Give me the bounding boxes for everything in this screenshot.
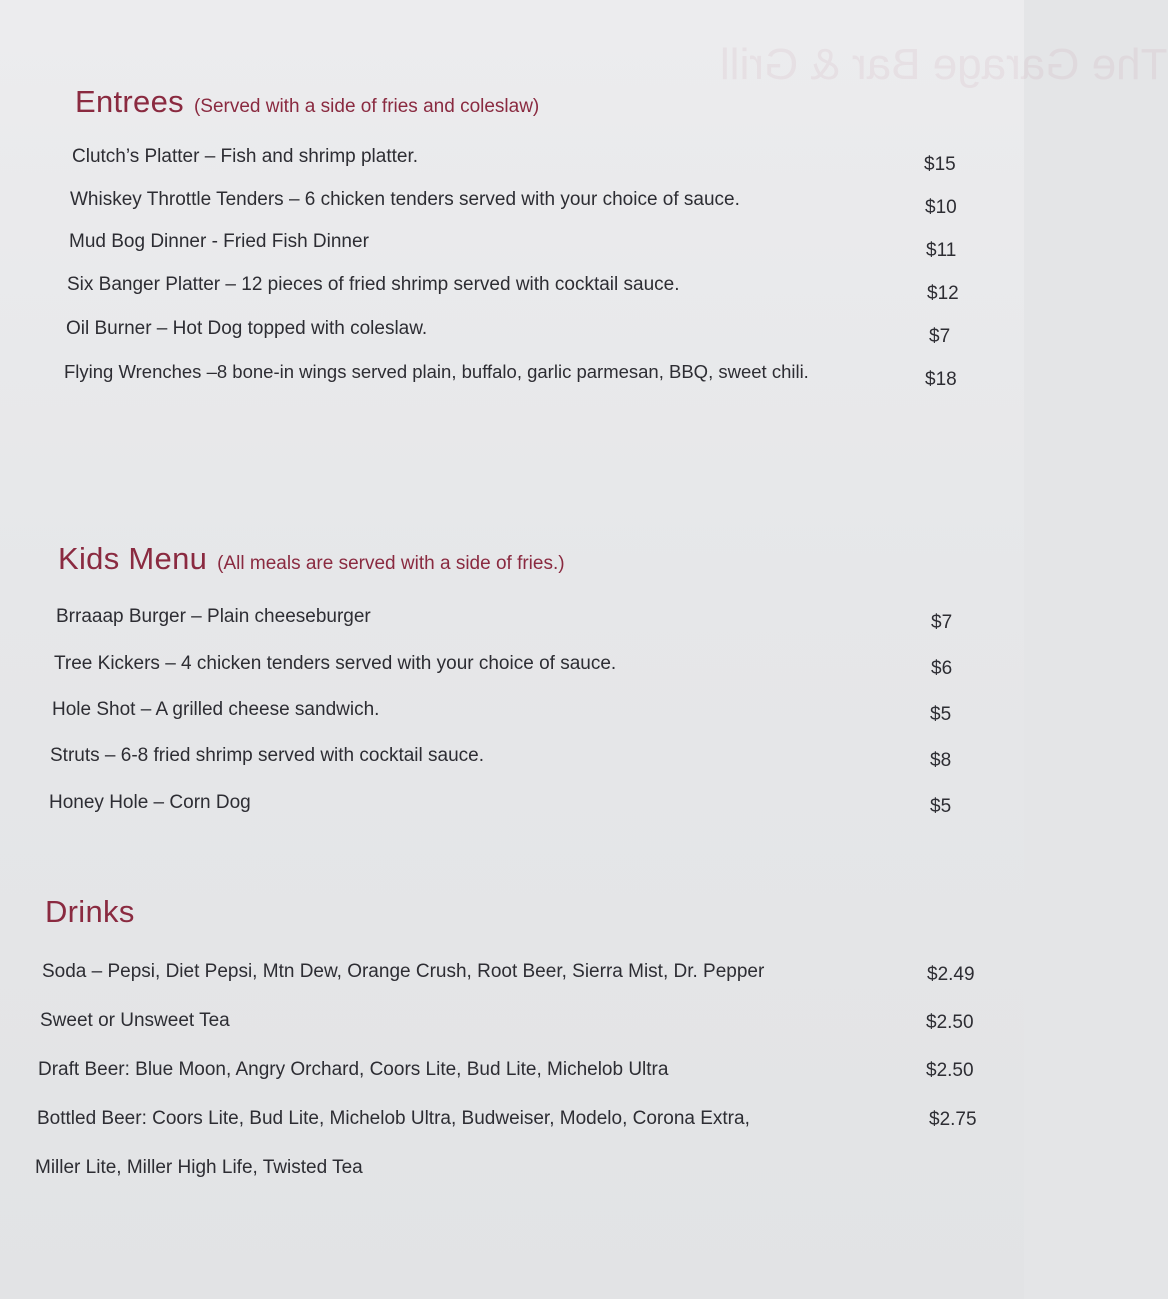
menu-item-honey-hole: Honey Hole – Corn Dog	[49, 792, 251, 813]
entrees-note: (Served with a side of fries and coleslaw)	[193, 96, 540, 117]
price-draft-beer: $2.50	[926, 1060, 974, 1081]
price-tree-kickers: $6	[931, 658, 953, 679]
menu-item-tree-kickers: Tree Kickers – 4 chicken tenders served with your choice of sauce.	[54, 653, 617, 674]
menu-item-hole-shot: Hole Shot – A grilled cheese sandwich.	[52, 699, 380, 720]
menu-item-whiskey-throttle-tenders: Whiskey Throttle Tenders – 6 chicken tenders served with your choice of sauce.	[70, 189, 740, 210]
bleed-through-header: The Garage Bar & Grill	[720, 40, 1168, 89]
kids-menu-note: (All meals are served with a side of fries.)	[217, 553, 565, 574]
drink-item-bottled-beer-continued: Miller Lite, Miller High Life, Twisted Tea	[35, 1157, 363, 1178]
menu-item-oil-burner: Oil Burner – Hot Dog topped with coleslaw.	[66, 318, 428, 339]
price-hole-shot: $5	[930, 704, 952, 725]
entrees-title: Entrees	[75, 84, 184, 119]
kids-menu-header	[58, 541, 565, 577]
price-bottled-beer: $2.75	[929, 1109, 977, 1130]
price-clutchs-platter: $15	[924, 154, 956, 175]
drinks-title: Drinks	[45, 894, 135, 929]
entrees-header	[75, 84, 539, 120]
price-honey-hole: $5	[930, 796, 952, 817]
price-whiskey-throttle-tenders: $10	[925, 197, 957, 218]
drink-item-draft-beer: Draft Beer: Blue Moon, Angry Orchard, Coors Lite, Bud Lite, Michelob Ultra	[38, 1059, 669, 1080]
menu-item-clutchs-platter: Clutch’s Platter – Fish and shrimp platter.	[72, 146, 419, 167]
menu-item-struts: Struts – 6-8 fried shrimp served with cocktail sauce.	[50, 745, 485, 766]
drinks-header	[45, 894, 135, 930]
price-soda: $2.49	[927, 964, 975, 985]
price-tea: $2.50	[926, 1012, 974, 1033]
price-oil-burner: $7	[929, 326, 951, 347]
menu-item-mud-bog-dinner: Mud Bog Dinner - Fried Fish Dinner	[69, 231, 369, 252]
drink-item-tea: Sweet or Unsweet Tea	[40, 1010, 230, 1031]
price-six-banger-platter: $12	[927, 283, 959, 304]
price-brraaap-burger: $7	[931, 612, 953, 633]
kids-menu-title: Kids Menu	[58, 541, 208, 576]
drink-item-bottled-beer: Bottled Beer: Coors Lite, Bud Lite, Michelob Ultra, Budweiser, Modelo, Corona Extra,	[37, 1108, 750, 1129]
menu-item-brraaap-burger: Brraaap Burger – Plain cheeseburger	[56, 606, 371, 627]
price-struts: $8	[930, 750, 952, 771]
drink-item-soda: Soda – Pepsi, Diet Pepsi, Mtn Dew, Orange Crush, Root Beer, Sierra Mist, Dr. Pepper	[42, 961, 765, 982]
menu-item-flying-wrenches: Flying Wrenches –8 bone-in wings served plain, buffalo, garlic parmesan, BBQ, sweet chili.	[64, 361, 809, 382]
price-flying-wrenches: $18	[925, 369, 957, 390]
menu-item-six-banger-platter: Six Banger Platter – 12 pieces of fried shrimp served with cocktail sauce.	[67, 274, 680, 295]
price-mud-bog-dinner: $11	[926, 240, 957, 261]
